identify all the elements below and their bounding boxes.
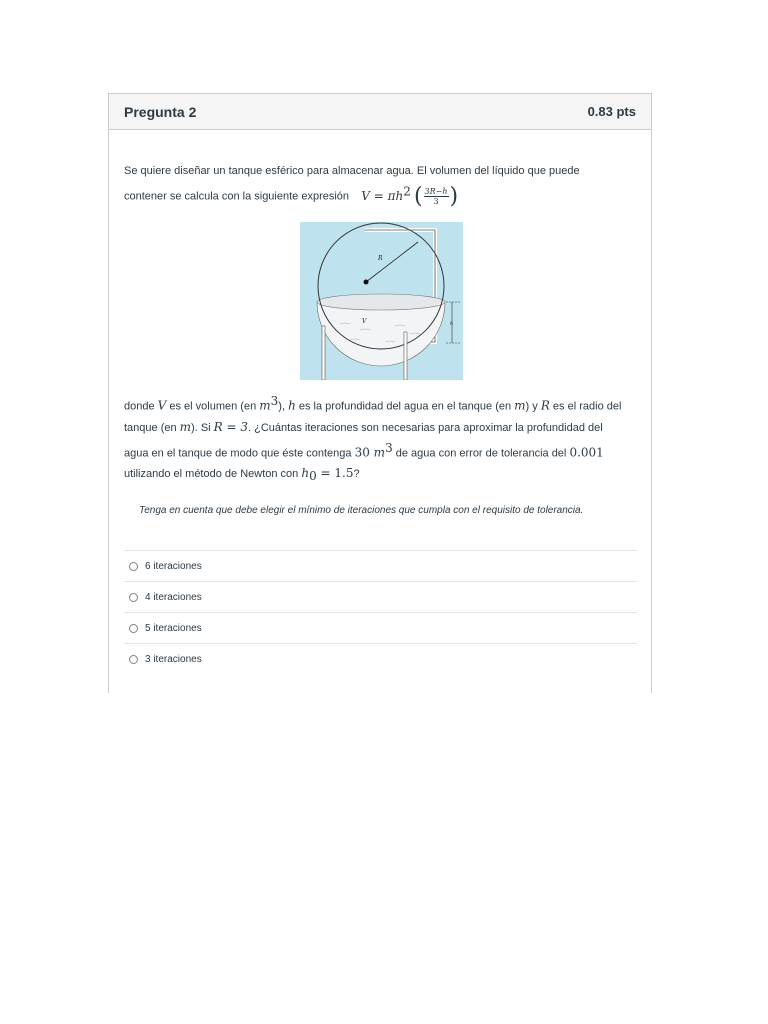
- formula-numerator: 3R−h: [424, 187, 448, 197]
- answer-option-1[interactable]: [124, 550, 637, 581]
- volume-label: V: [362, 318, 367, 325]
- radio-button[interactable]: [129, 655, 138, 664]
- formula-exponent: 2: [403, 184, 411, 198]
- formula-lhs: V = πh: [361, 188, 404, 203]
- formula-fraction: [424, 187, 449, 206]
- question-points: 0.83 pts: [587, 104, 636, 119]
- answer-option-3[interactable]: [124, 612, 637, 643]
- answer-label: 6 iteraciones: [145, 560, 202, 572]
- tolerance-note: Tenga en cuenta que debe elegir el mínimo de iteraciones que cumpla con el requisito de tolerancia.: [139, 505, 584, 516]
- question-statement: donde V es el volumen (en $m^3$), h es la profundidad del agua en el tanque (en m) y R es el radio del tanque (en m). Si R = 3. ¿Cuántas iteraciones son necesarias para aproximar la profundidad del agua en el tanque de modo que éste contenga 30 $m^3$ de agua con error de tolerancia del 0.001 utilizando el método de Newton con $h_0 = 1.5$?: [124, 394, 622, 484]
- answer-label: 4 iteraciones: [145, 591, 202, 603]
- question-intro: [124, 161, 636, 207]
- formula-denominator: 3: [433, 197, 439, 207]
- question-header: [109, 94, 651, 130]
- answer-label: 3 iteraciones: [145, 653, 202, 665]
- height-label: h: [450, 321, 454, 327]
- question-card: [108, 93, 652, 693]
- radius-label: R: [378, 255, 383, 262]
- answer-options: [124, 550, 637, 674]
- answer-option-4[interactable]: [124, 643, 637, 674]
- volume-formula: $V = \pi h^2$ ( $\frac{3R-h}{3}$ ): [361, 183, 459, 209]
- intro-line-2: contener se calcula con la siguiente expresión: [124, 190, 350, 203]
- radio-button[interactable]: [129, 624, 138, 633]
- answer-option-2[interactable]: [124, 581, 637, 612]
- radio-button[interactable]: [129, 562, 138, 571]
- intro-line-1: Se quiere diseñar un tanque esférico para almacenar agua. El volumen del líquido que puede: [124, 165, 580, 177]
- radio-button[interactable]: [129, 593, 138, 602]
- question-title: Pregunta 2: [124, 103, 197, 120]
- answer-label: 5 iteraciones: [145, 622, 202, 634]
- spherical-tank-figure: [300, 222, 463, 380]
- question-body: [109, 161, 651, 207]
